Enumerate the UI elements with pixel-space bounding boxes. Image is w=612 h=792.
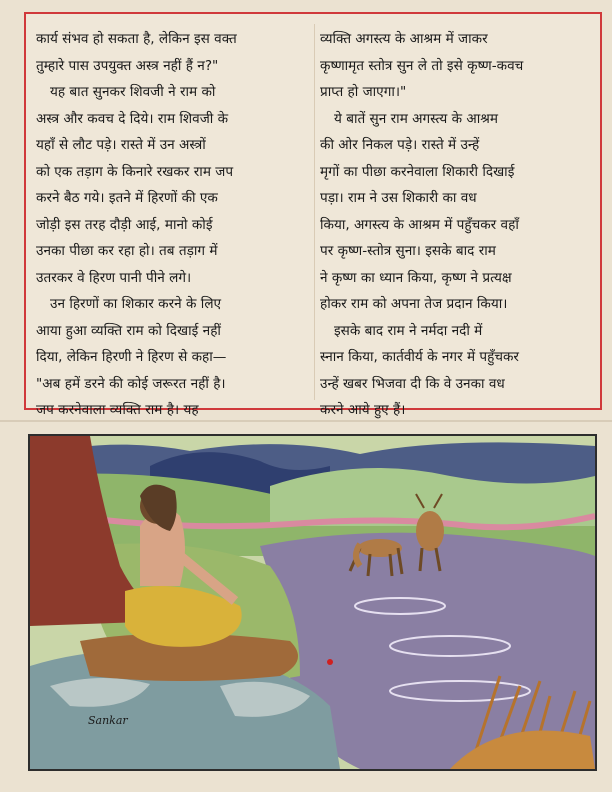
story-line: कार्य संभव हो सकता है, लेकिन इस वक्त bbox=[36, 31, 237, 47]
story-line: ये बातें सुन राम अगस्त्य के आश्रम bbox=[334, 110, 499, 127]
story-line: आया हुआ व्यक्ति राम को दिखाई नहीं bbox=[36, 322, 221, 339]
story-line: की ओर निकल पड़े। रास्ते में उन्हें bbox=[320, 137, 480, 153]
story-line: मृगों का पीछा करनेवाला शिकारी दिखाई bbox=[320, 163, 515, 180]
story-line: कृष्णामृत स्तोत्र सुन ले तो इसे कृष्ण-कवच bbox=[320, 57, 524, 74]
story-line: उन हिरणों का शिकार करने के लिए bbox=[50, 296, 222, 312]
story-line: जप करनेवाला व्यक्ति राम है। यह bbox=[36, 402, 199, 418]
red-mark bbox=[327, 659, 333, 665]
story-line: अस्त्र और कवच दे दिये। राम शिवजी के bbox=[36, 110, 229, 127]
story-line: "अब हमें डरने की कोई जरूरत नहीं है। bbox=[36, 375, 226, 392]
story-line: करने आये हुए हैं। bbox=[320, 402, 406, 418]
story-line: जोड़ी इस तरह दौड़ी आई, मानो कोई bbox=[36, 216, 213, 233]
story-line: पड़ा। राम ने उस शिकारी का वध bbox=[320, 190, 477, 206]
story-line: तुम्हारे पास उपयुक्त अस्त्र नहीं हैं न?" bbox=[36, 57, 219, 74]
story-line: किया, अगस्त्य के आश्रम में पहुँचकर वहाँ bbox=[320, 216, 519, 233]
story-line: को एक तड़ाग के किनारे रखकर राम जप bbox=[36, 163, 234, 180]
story-line: स्नान किया, कार्तवीर्य के नगर में पहुँचकर bbox=[320, 349, 519, 365]
story-line: उन्हें खबर भिजवा दी कि वे उनका वध bbox=[320, 375, 505, 392]
page-fold-line bbox=[0, 420, 612, 422]
story-line: यह बात सुनकर शिवजी ने राम को bbox=[50, 84, 216, 100]
story-line: ने कृष्ण का ध्यान किया, कृष्ण ने प्रत्यक्ष bbox=[320, 269, 512, 286]
story-line: दिया, लेकिन हिरणी ने हिरण से कहा— bbox=[36, 349, 227, 365]
illustration-scene bbox=[30, 436, 595, 769]
story-line: इसके बाद राम ने नर्मदा नदी में bbox=[334, 322, 483, 339]
story-line: उनका पीछा कर रहा हो। तब तड़ाग में bbox=[36, 243, 218, 259]
story-line: होकर राम को अपना तेज प्रदान किया। bbox=[320, 296, 508, 312]
column-divider bbox=[314, 24, 315, 400]
story-illustration bbox=[28, 434, 597, 771]
story-line: उतरकर वे हिरण पानी पीने लगे। bbox=[36, 269, 192, 286]
story-line: करने बैठ गये। इतने में हिरणों की एक bbox=[36, 190, 218, 206]
artist-signature: Sankar bbox=[88, 714, 128, 727]
story-left-column bbox=[36, 26, 306, 424]
story-line: पर कृष्ण-स्तोत्र सुना। इसके बाद राम bbox=[320, 243, 496, 259]
story-line: प्राप्त हो जाएगा।" bbox=[320, 84, 407, 100]
story-line: व्यक्ति अगस्त्य के आश्रम में जाकर bbox=[320, 31, 488, 47]
story-right-column bbox=[320, 26, 590, 424]
story-text-box bbox=[24, 12, 602, 418]
story-line: यहाँ से लौट पड़े। रास्ते में उन अस्त्रों bbox=[36, 137, 206, 153]
